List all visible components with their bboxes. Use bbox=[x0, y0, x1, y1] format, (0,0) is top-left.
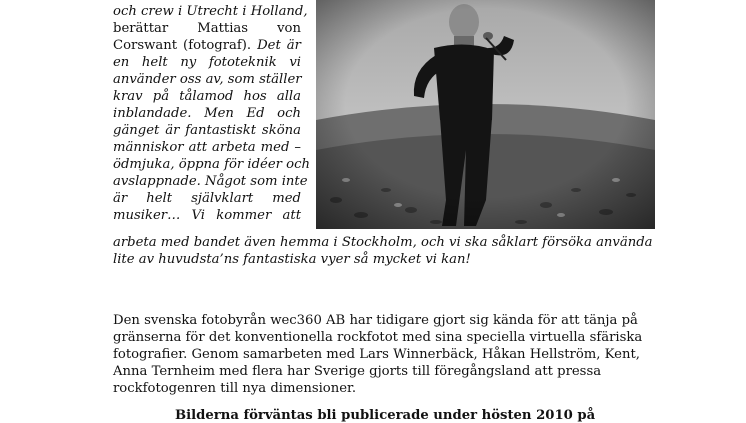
text-line bbox=[113, 37, 301, 54]
text-fragment-italic: Det är bbox=[257, 38, 301, 53]
announcement-line: Bilderna förväntas bli publicerade under hösten 2010 på bbox=[175, 408, 596, 423]
text-line: krav på tålamod hos alla bbox=[113, 89, 301, 104]
text-line: fotografier. Genom samarbeten med Lars Winnerbäck, Håkan Hellström, Kent, bbox=[113, 347, 640, 362]
text-line: ödmjuka, öppna för idéer och bbox=[113, 157, 310, 172]
text-line: gänget är fantastiskt sköna bbox=[113, 123, 301, 138]
singer-photo-icon bbox=[316, 0, 655, 229]
text-line: inblandade. Men Ed och bbox=[113, 106, 301, 121]
text-line: gränserna för det konventionella rockfotot med sina speciella virtuella sfäriska bbox=[113, 330, 643, 345]
text-fragment: Corswant (fotograf). bbox=[113, 38, 252, 53]
text-line: människor att arbeta med – bbox=[113, 140, 301, 155]
text-line: arbeta med bandet även hemma i Stockholm, och vi ska såklart försöka använda bbox=[113, 235, 653, 250]
text-line: musiker… Vi kommer att bbox=[113, 208, 301, 223]
text-line bbox=[113, 20, 301, 37]
text-line: avslappnade. Något som inte bbox=[113, 174, 308, 189]
text-line: Anna Ternheim med flera har Sverige gjorts till föregångsland att pressa bbox=[113, 364, 602, 379]
text-line: använder oss av, som ställer bbox=[113, 72, 302, 87]
text-line: och crew i Utrecht i Holland, bbox=[113, 4, 308, 19]
text-line: rockfotogenren till nya dimensioner. bbox=[113, 381, 357, 396]
text-line: en helt ny fototeknik vi bbox=[113, 55, 301, 70]
text-line: är helt självklart med bbox=[113, 191, 301, 206]
text-line: Den svenska fotobyrån wec360 AB har tidigare gjort sig kända för att tänja på bbox=[113, 313, 638, 328]
text-line: lite av huvudsta’ns fantastiska vyer så mycket vi kan! bbox=[113, 252, 471, 267]
singer-photo bbox=[316, 0, 655, 229]
text-fragment: berättar Mattias von bbox=[113, 21, 301, 36]
